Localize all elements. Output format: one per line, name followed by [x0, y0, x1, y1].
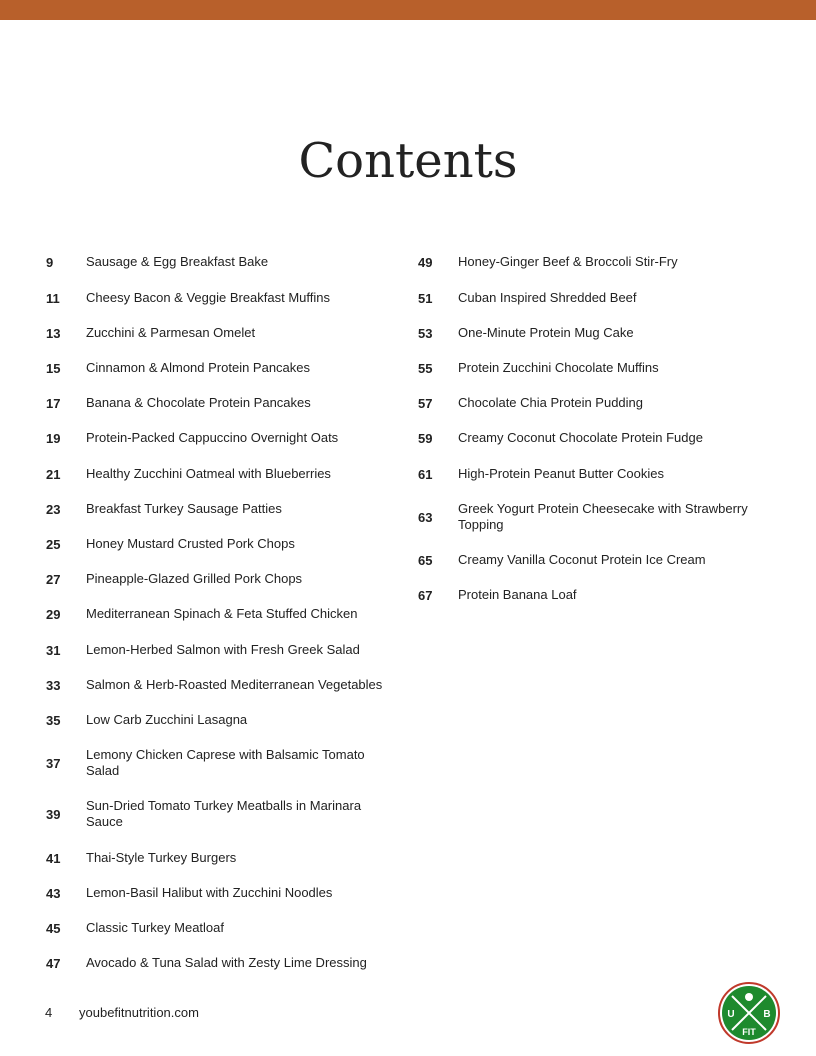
toc-title: Honey Mustard Crusted Pork Chops: [86, 536, 295, 551]
toc-title: Creamy Coconut Chocolate Protein Fudge: [458, 430, 703, 445]
toc-entry[interactable]: [418, 325, 768, 341]
logo-icon: [718, 982, 780, 1044]
toc-title: Creamy Vanilla Coconut Protein Ice Cream: [458, 552, 706, 567]
toc-page-number: 57: [418, 395, 433, 411]
logo-letters-fit: FIT: [742, 1027, 756, 1037]
toc-title: High-Protein Peanut Butter Cookies: [458, 466, 664, 481]
toc-page-number: 25: [46, 536, 61, 552]
toc-page-number: 35: [46, 712, 61, 728]
toc-page-number: 23: [46, 501, 61, 517]
toc-title: Lemon-Basil Halibut with Zucchini Noodles: [86, 885, 333, 900]
toc-entry[interactable]: [46, 712, 391, 728]
toc-entry[interactable]: [46, 850, 391, 866]
toc-page-number: 37: [46, 755, 61, 771]
toc-title: Banana & Chocolate Protein Pancakes: [86, 395, 311, 410]
toc-title: Low Carb Zucchini Lasagna: [86, 712, 248, 727]
toc-entry[interactable]: [46, 747, 391, 779]
toc-page-number: 45: [46, 920, 61, 936]
toc-title: Sun-Dried Tomato Turkey Meatballs in Marinara Sauce: [86, 798, 362, 829]
toc-page-number: 29: [46, 606, 61, 622]
toc-entry[interactable]: [418, 430, 768, 446]
logo-letter-u: U: [727, 1009, 735, 1020]
toc-title: Healthy Zucchini Oatmeal with Blueberries: [86, 466, 331, 481]
toc-page-number: 55: [418, 360, 433, 376]
toc-title: One-Minute Protein Mug Cake: [458, 325, 634, 340]
toc-title: Salmon & Herb-Roasted Mediterranean Vegetables: [86, 677, 383, 692]
toc-page-number: 65: [418, 552, 433, 568]
toc-page-number: 15: [46, 360, 61, 376]
toc-entry[interactable]: [418, 466, 768, 482]
toc-title: Protein Zucchini Chocolate Muffins: [458, 360, 659, 375]
toc-page-number: 47: [46, 955, 61, 971]
toc-title: Sausage & Egg Breakfast Bake: [86, 254, 269, 269]
toc-page-number: 51: [418, 290, 433, 306]
toc-entry[interactable]: [46, 430, 391, 446]
footer-website[interactable]: youbefitnutrition.com: [79, 1005, 199, 1020]
toc-page-number: 27: [46, 571, 61, 587]
toc-page-number: 17: [46, 395, 61, 411]
toc-entry[interactable]: [418, 552, 768, 568]
toc-entry[interactable]: [46, 571, 391, 587]
toc-entry[interactable]: [46, 501, 391, 517]
toc-entry[interactable]: [46, 955, 391, 971]
toc-page-number: 59: [418, 430, 433, 446]
toc-title: Protein Banana Loaf: [458, 587, 577, 602]
toc-entry[interactable]: [46, 466, 391, 482]
toc-entry[interactable]: [418, 587, 768, 603]
toc-entry[interactable]: [46, 536, 391, 552]
toc-page-number: 67: [418, 587, 433, 603]
toc-page-number: 41: [46, 850, 61, 866]
toc-page-number: 61: [418, 466, 433, 482]
toc-title: Honey-Ginger Beef & Broccoli Stir-Fry: [458, 254, 678, 269]
toc-page-number: 11: [46, 290, 60, 306]
toc-entry[interactable]: [46, 360, 391, 376]
toc-page-number: 19: [46, 430, 61, 446]
toc-title: Lemony Chicken Caprese with Balsamic Tomato Salad: [86, 747, 365, 778]
toc-page-number: 53: [418, 325, 433, 341]
toc-title: Protein-Packed Cappuccino Overnight Oats: [86, 430, 339, 445]
toc-entry[interactable]: [46, 325, 391, 341]
toc-entry[interactable]: [46, 920, 391, 936]
toc-entry[interactable]: [418, 501, 768, 533]
toc-entry[interactable]: [46, 254, 391, 270]
footer-page-number: 4: [45, 1005, 53, 1020]
toc-page-number: 43: [46, 885, 61, 901]
toc-title: Cinnamon & Almond Protein Pancakes: [86, 360, 311, 375]
toc-page-number: 13: [46, 325, 61, 341]
toc-title: Zucchini & Parmesan Omelet: [86, 325, 256, 340]
toc-title: Cuban Inspired Shredded Beef: [458, 290, 637, 305]
toc-title: Classic Turkey Meatloaf: [86, 920, 224, 935]
toc-page-number: 33: [46, 677, 61, 693]
logo-letter-b: B: [763, 1009, 771, 1020]
toc-entry[interactable]: [46, 290, 391, 306]
toc-title: Avocado & Tuna Salad with Zesty Lime Dressing: [86, 955, 367, 970]
toc-page-number: 31: [46, 642, 61, 658]
toc-entry[interactable]: [46, 395, 391, 411]
top-accent-bar: [0, 0, 816, 20]
toc-entry[interactable]: [46, 642, 391, 658]
toc-entry[interactable]: [46, 798, 391, 830]
toc-page-number: 49: [418, 254, 433, 270]
toc-title: Mediterranean Spinach & Feta Stuffed Chicken: [86, 606, 358, 621]
toc-page-number: 9: [46, 254, 54, 270]
toc-entry[interactable]: [418, 254, 768, 270]
toc-page-number: 39: [46, 806, 61, 822]
toc-entry[interactable]: [46, 885, 391, 901]
toc-title: Breakfast Turkey Sausage Patties: [86, 501, 282, 516]
toc-title: Greek Yogurt Protein Cheesecake with Strawberry Topping: [458, 501, 748, 532]
toc-title: Chocolate Chia Protein Pudding: [458, 395, 644, 410]
toc-entry[interactable]: [418, 290, 768, 306]
toc-title: Thai-Style Turkey Burgers: [86, 850, 237, 865]
toc-title: Lemon-Herbed Salmon with Fresh Greek Salad: [86, 642, 360, 657]
toc-entry[interactable]: [418, 360, 768, 376]
page-title: Contents: [298, 133, 518, 189]
toc-page-number: 63: [418, 509, 433, 525]
toc-title: Pineapple-Glazed Grilled Pork Chops: [86, 571, 303, 586]
toc-entry[interactable]: [46, 677, 391, 693]
toc-entry[interactable]: [418, 395, 768, 411]
toc-entry[interactable]: [46, 606, 391, 622]
toc-title: Cheesy Bacon & Veggie Breakfast Muffins: [86, 290, 331, 305]
toc-page-number: 21: [46, 466, 61, 482]
